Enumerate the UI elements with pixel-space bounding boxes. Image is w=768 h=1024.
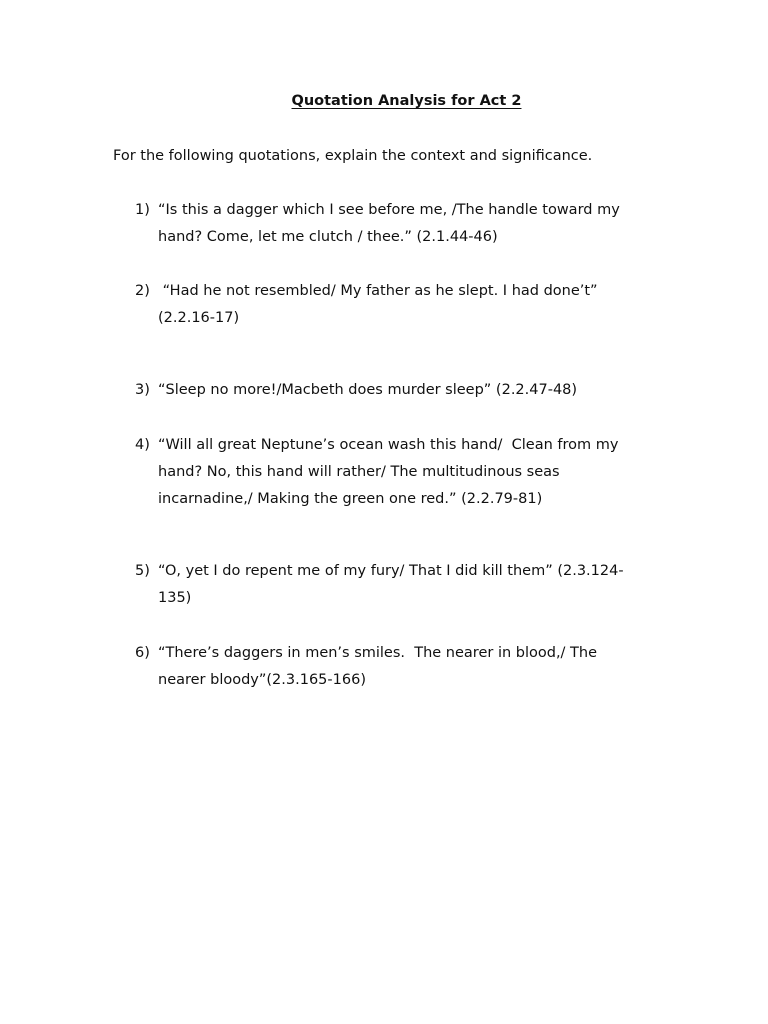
quotation-line: 135) <box>158 590 192 606</box>
quotation-line: “There’s daggers in men’s smiles. The nearer in blood,/ The <box>158 645 598 661</box>
quotation-number: 1) <box>135 202 150 218</box>
quotation-text <box>158 377 653 404</box>
quotation-line: “Will all great Neptune’s ocean wash this hand/ Clean from my <box>158 437 619 453</box>
quotation-text <box>158 640 653 694</box>
instructions-text: For the following quotations, explain the context and significance. <box>113 148 593 164</box>
quotation-line: (2.2.16-17) <box>158 310 240 326</box>
quotation-text <box>158 432 653 513</box>
document-title: Quotation Analysis for Act 2 <box>291 93 522 109</box>
quotation-line: “Sleep no more!/Macbeth does murder sleep” (2.2.47-48) <box>158 382 578 398</box>
quotation-number: 2) <box>135 283 150 299</box>
quotation-text <box>158 558 653 612</box>
quotation-text <box>158 278 653 332</box>
quotation-line: hand? No, this hand will rather/ The multitudinous seas <box>158 464 560 480</box>
quotation-number: 6) <box>135 645 150 661</box>
quotation-line: “O, yet I do repent me of my fury/ That I did kill them” (2.3.124- <box>158 563 624 579</box>
quotation-line: incarnadine,/ Making the green one red.” (2.2.79-81) <box>158 491 543 507</box>
quotation-line: hand? Come, let me clutch / thee.” (2.1.44-46) <box>158 229 498 245</box>
quotation-number: 4) <box>135 437 150 453</box>
quotation-line: “Had he not resembled/ My father as he slept. I had done’t” <box>158 283 598 299</box>
quotation-line: nearer bloody”(2.3.165-166) <box>158 672 366 688</box>
quotation-number: 5) <box>135 563 150 579</box>
quotation-text <box>158 197 653 251</box>
quotation-line: “Is this a dagger which I see before me, /The handle toward my <box>158 202 620 218</box>
quotation-number: 3) <box>135 382 150 398</box>
